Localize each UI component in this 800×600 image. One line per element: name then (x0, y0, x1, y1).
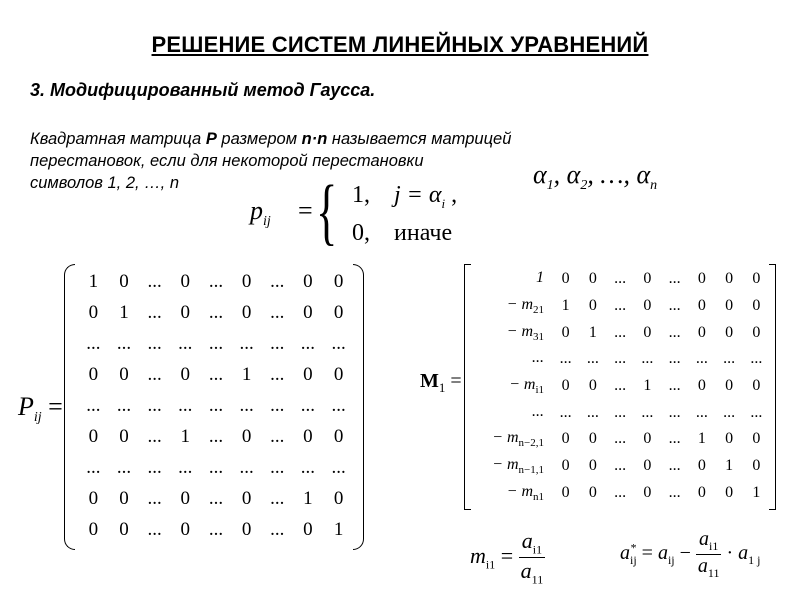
p-matrix-cell: ... (147, 457, 162, 479)
p-matrix-cell: ... (208, 488, 224, 510)
alpha-dots: … (600, 160, 624, 189)
p-matrix-cell: ... (208, 363, 224, 385)
m-first-col-text: − m (506, 322, 533, 340)
p-matrix-cell: ... (116, 332, 132, 354)
m-matrix-cell: 0 (752, 270, 761, 288)
p-matrix-cell: 0 (241, 519, 252, 541)
m-matrix-cell: ... (641, 403, 654, 421)
m-matrix-cell: ... (586, 350, 599, 368)
para-line1-mid: размером (216, 130, 302, 148)
m-matrix-cell: 0 (643, 270, 652, 288)
m-matrix-first-col-cell (472, 453, 552, 480)
alpha-n-sub: n (650, 178, 658, 194)
p-matrix-cell: ... (270, 488, 285, 510)
m-matrix-cell: 0 (643, 456, 652, 474)
m-matrix-cell: ... (668, 403, 681, 421)
af-lhs: a (620, 542, 630, 565)
p-matrix-cell: ... (208, 519, 224, 541)
m-first-col-sub: 21 (533, 304, 544, 317)
p-matrix-cell: 0 (88, 363, 99, 385)
af-den (696, 555, 722, 581)
p-matrix-cell: ... (208, 270, 224, 292)
m-matrix-cell: 0 (697, 323, 706, 341)
p-matrix-cell: 1 (88, 270, 99, 292)
af-den-a: a (697, 555, 708, 577)
af-lhs-sub: ij (630, 553, 637, 568)
m-first-col-sub: n−2,1 (518, 437, 544, 450)
pdef-case-2 (352, 220, 452, 247)
para-line3: символов 1, 2, …, n (30, 174, 180, 192)
af-minus: − (679, 542, 691, 565)
m-matrix-cell: ... (668, 270, 681, 288)
af-lhs-sup: * (630, 540, 636, 555)
m-matrix-cell: 0 (588, 483, 597, 501)
m-matrix-cell: ... (668, 376, 681, 394)
p-matrix-row (78, 390, 354, 421)
m-first-col-sub: n1 (533, 490, 544, 503)
p-matrix-cell: ... (270, 332, 285, 354)
m-matrix-cell: 1 (725, 456, 734, 474)
m-matrix-row (472, 399, 770, 426)
m-matrix-cell: 0 (643, 296, 652, 314)
p-matrix-cell: 0 (333, 270, 344, 292)
case2-condition: иначе (394, 220, 453, 246)
m-matrix-label (420, 370, 462, 396)
p-matrix-cell: ... (86, 457, 101, 479)
mf-lhs-sub: i1 (485, 557, 496, 572)
p-matrix-cell: ... (178, 457, 193, 479)
mf-den-a: a (520, 558, 532, 584)
p-matrix-cell: 0 (241, 488, 252, 510)
m-matrix-cell: 1 (643, 376, 652, 394)
m-matrix-cell: 0 (561, 323, 570, 341)
p-matrix-row (78, 328, 354, 359)
m-matrix-cell: 0 (752, 456, 761, 474)
p-matrix-cell: 0 (180, 363, 191, 385)
m-matrix-cell: ... (723, 403, 736, 421)
p-matrix-cell: 0 (241, 270, 252, 292)
p-matrix-cell: 0 (119, 519, 129, 541)
p-matrix-label (18, 392, 63, 426)
p-matrix-cell: ... (208, 301, 224, 323)
m-matrix-cell: 0 (643, 323, 652, 341)
m-matrix-cell: 0 (588, 456, 597, 474)
m-matrix-cell: 1 (588, 323, 597, 341)
m-matrix-first-col-cell (472, 426, 552, 453)
p-matrix-row (78, 422, 354, 453)
m-matrix-cell: ... (668, 296, 681, 314)
m-matrix-cell: ... (614, 323, 627, 341)
m-matrix-cell: 0 (725, 296, 734, 314)
m-matrix-cell: 0 (588, 376, 597, 394)
m-matrix-first-col-cell (472, 346, 552, 373)
para-line2: перестановок, если для некоторой перестановки (30, 152, 424, 170)
m-first-col-text: − m (492, 455, 519, 473)
p-matrix-cell: ... (270, 363, 285, 385)
m-first-col-text: 1 (536, 269, 544, 287)
p-matrix-cell: 0 (180, 519, 191, 541)
m-first-col-text: − m (509, 375, 536, 393)
m-matrix-cell: 0 (588, 430, 597, 448)
af-num-a: a (699, 528, 710, 550)
m-matrix-cell: 0 (561, 456, 570, 474)
m-matrix-cell: ... (695, 403, 708, 421)
section-subtitle: 3. Модифицированный метод Гаусса. (30, 80, 376, 100)
pdef-lhs-sub: ij (263, 214, 271, 230)
m-matrix-cell: ... (614, 483, 627, 501)
m-matrix-cell: 0 (643, 483, 652, 501)
elimination-matrix-m1 (464, 264, 776, 508)
m-matrix-cell: 0 (752, 376, 761, 394)
m-matrix-cell: 0 (561, 270, 570, 288)
m-matrix-cell: 0 (725, 376, 734, 394)
p-matrix-cell: 0 (241, 301, 252, 323)
p-matrix-cell: ... (270, 519, 285, 541)
slide-title: РЕШЕНИЕ СИСТЕМ ЛИНЕЙНЫХ УРАВНЕНИЙ (151, 32, 649, 57)
mf-num-sub: i1 (532, 542, 543, 557)
m-matrix-first-col-cell (472, 293, 552, 320)
m-matrix-cell: ... (614, 403, 627, 421)
m-matrix-cell: ... (695, 350, 708, 368)
case1-value: 1, (352, 182, 370, 208)
m-matrix-cell: 0 (588, 270, 597, 288)
p-matrix-cell: 0 (119, 426, 129, 448)
p-matrix-cell: 0 (241, 426, 252, 448)
sep-3: , (623, 160, 637, 189)
p-matrix-cell: ... (331, 332, 346, 354)
case2-value: 0, (352, 220, 370, 246)
p-matrix-cell: ... (300, 457, 316, 479)
pdef-equals: = (298, 196, 313, 225)
m-matrix-cell: 0 (725, 270, 734, 288)
p-matrix-cell: ... (147, 363, 162, 385)
m-matrix-cell: ... (586, 403, 599, 421)
p-matrix-cell: ... (86, 332, 101, 354)
m-matrix-cell: 0 (561, 376, 570, 394)
af-den-sub: 11 (707, 566, 720, 580)
p-matrix-cell: ... (147, 332, 162, 354)
m-first-col-text: − m (492, 429, 519, 447)
alpha-2: α (566, 160, 581, 189)
p-label-sub: ij (33, 410, 42, 426)
m-matrix-row (472, 319, 770, 346)
p-matrix-cell: ... (239, 332, 254, 354)
alpha-n: α (636, 160, 651, 189)
p-matrix-cell: ... (147, 301, 162, 323)
p-matrix-cell: 0 (333, 363, 344, 385)
m-matrix-cell: 0 (561, 483, 570, 501)
m-label: M (420, 370, 439, 392)
m-first-col-text: − m (506, 295, 533, 313)
p-matrix-cell: 0 (303, 519, 313, 541)
m-first-col-text: ... (532, 349, 544, 367)
mf-num (519, 528, 546, 558)
m-first-col-text: ... (532, 402, 544, 420)
m-matrix-cell: 0 (697, 483, 706, 501)
p-matrix-cell: ... (239, 457, 254, 479)
p-matrix-cell: 0 (88, 488, 99, 510)
sep-1: , (553, 160, 567, 189)
p-matrix-cell: 0 (303, 301, 313, 323)
m-matrix-cell: ... (668, 483, 681, 501)
p-matrix-cell: ... (178, 332, 193, 354)
case1-condition: j = α (394, 182, 442, 208)
pdef-case-1 (352, 182, 457, 212)
para-line1-pre: Квадратная матрица (30, 130, 206, 148)
p-matrix-cell: ... (116, 457, 132, 479)
m-matrix-row (472, 293, 770, 320)
p-matrix-cell: ... (208, 394, 224, 416)
af-num (696, 528, 722, 555)
mf-fraction (519, 528, 546, 588)
p-matrix-cell: ... (270, 301, 285, 323)
p-matrix-row (78, 515, 354, 546)
m-matrix-cell: 0 (752, 296, 761, 314)
m-matrix-first-col-cell (472, 319, 552, 346)
p-matrix-row (78, 484, 354, 515)
m-matrix-cell: ... (668, 323, 681, 341)
sep-2: , (587, 160, 601, 189)
m-matrix-cell: ... (750, 403, 763, 421)
p-matrix-cell: ... (208, 426, 224, 448)
p-matrix-cell: 0 (303, 270, 313, 292)
m-matrix-cell: ... (614, 296, 627, 314)
p-matrix-cell: ... (300, 394, 316, 416)
af-t1: a (657, 542, 668, 565)
p-label: P (18, 392, 34, 421)
p-matrix-cell: ... (331, 394, 346, 416)
m-matrix-cell: ... (559, 350, 572, 368)
m-matrix-first-col-cell (472, 373, 552, 400)
m-matrix-row (472, 479, 770, 506)
p-matrix-cell: ... (147, 270, 162, 292)
p-matrix-cell: ... (270, 270, 285, 292)
p-matrix-cell: 1 (241, 363, 252, 385)
m-matrix-cell: 0 (697, 456, 706, 474)
alpha-sequence (533, 160, 657, 194)
p-matrix-cell: ... (270, 457, 285, 479)
m-matrix-cell: ... (614, 376, 627, 394)
pdef-lhs-p: p (250, 196, 263, 225)
m-label-eq: = (450, 370, 462, 392)
case1-sub: i (441, 195, 446, 211)
m-matrix-cell: 0 (752, 430, 761, 448)
p-matrix-cell: ... (331, 457, 346, 479)
m-matrix-cell: ... (614, 430, 627, 448)
p-matrix-cell: 0 (88, 519, 99, 541)
m-matrix-row (472, 453, 770, 480)
m-matrix-cell: ... (723, 350, 736, 368)
mf-lhs: m (470, 542, 486, 568)
mf-den-sub: 11 (531, 572, 544, 587)
pdef-lhs (250, 196, 271, 230)
p-matrix-cell: 0 (180, 270, 191, 292)
update-formula (620, 528, 760, 581)
m-matrix-cell: ... (668, 430, 681, 448)
af-dot: · (726, 542, 734, 565)
p-matrix-cell: 0 (333, 426, 344, 448)
p-matrix-cell: 1 (303, 488, 313, 510)
m-matrix-cell: 1 (697, 430, 706, 448)
m-matrix-cell: 1 (752, 483, 761, 501)
case1-tail: , (445, 182, 458, 208)
permutation-matrix (64, 264, 364, 548)
af-fraction (696, 528, 722, 581)
p-matrix-row (78, 453, 354, 484)
m-first-col-text: − m (506, 482, 533, 500)
mf-den (519, 558, 546, 587)
p-matrix-cell: ... (208, 457, 224, 479)
m-matrix-first-col-cell (472, 479, 552, 506)
p-matrix-cell: ... (178, 394, 193, 416)
p-matrix-cell: 0 (180, 488, 191, 510)
af-t2: a (738, 542, 749, 565)
p-matrix-cell: ... (86, 394, 101, 416)
p-matrix-cell: ... (239, 394, 254, 416)
p-matrix-cell: 1 (180, 426, 191, 448)
para-bold-p: P (205, 130, 217, 148)
p-matrix-cell: ... (208, 332, 224, 354)
m-matrix-cell: 0 (752, 323, 761, 341)
af-t1-sub: ij (667, 553, 675, 568)
para-bold-nn: n·n (301, 130, 328, 148)
p-matrix-row (78, 359, 354, 390)
m-first-col-sub: i1 (535, 384, 544, 397)
m-matrix-cell: ... (641, 350, 654, 368)
m-matrix-cell: 0 (725, 483, 734, 501)
p-matrix-cell: 0 (333, 301, 344, 323)
p-matrix-cell: 1 (119, 301, 129, 323)
m-matrix-row (472, 266, 770, 293)
elimination-matrix-table (472, 266, 770, 506)
permutation-matrix-table (78, 266, 354, 546)
m-matrix-cell: ... (668, 350, 681, 368)
p-matrix-cell: ... (147, 426, 162, 448)
m-matrix-cell: 0 (561, 430, 570, 448)
m-matrix-row (472, 426, 770, 453)
p-matrix-cell: ... (300, 332, 316, 354)
af-eq: = (641, 542, 653, 565)
m-matrix-first-col-cell (472, 266, 552, 293)
p-matrix-cell: ... (147, 488, 162, 510)
m-matrix-first-col-cell (472, 399, 552, 426)
multiplier-formula (470, 528, 545, 588)
m-matrix-cell: 0 (725, 430, 734, 448)
p-matrix-row (78, 266, 354, 297)
m-matrix-cell: ... (668, 456, 681, 474)
m-matrix-cell: 1 (561, 296, 570, 314)
m-matrix-row (472, 346, 770, 373)
m-matrix-left-bracket (464, 264, 471, 510)
p-matrix-cell: 0 (303, 363, 313, 385)
m-matrix-cell: ... (614, 456, 627, 474)
m-matrix-cell: 0 (725, 323, 734, 341)
p-matrix-cell: 0 (180, 301, 191, 323)
m-matrix-cell: 0 (643, 430, 652, 448)
mf-eq: = (500, 542, 514, 568)
p-matrix-cell: ... (116, 394, 132, 416)
p-matrix-cell: ... (147, 394, 162, 416)
p-matrix-right-paren (353, 264, 364, 550)
p-matrix-cell: ... (270, 426, 285, 448)
p-matrix-cell: ... (147, 519, 162, 541)
p-matrix-cell: ... (270, 394, 285, 416)
m-matrix-right-bracket (769, 264, 776, 510)
p-matrix-cell: 0 (119, 363, 129, 385)
p-matrix-cell: 1 (333, 519, 344, 541)
p-matrix-cell: 0 (119, 270, 129, 292)
m-matrix-cell: ... (614, 350, 627, 368)
af-num-sub: i1 (709, 539, 719, 553)
m-matrix-cell: 0 (697, 270, 706, 288)
p-matrix-cell: 0 (303, 426, 313, 448)
p-matrix-cell: 0 (88, 426, 99, 448)
p-matrix-cell: 0 (333, 488, 344, 510)
m-matrix-row (472, 373, 770, 400)
p-matrix-cell: 0 (119, 488, 129, 510)
m-matrix-cell: ... (750, 350, 763, 368)
m-first-col-sub: n−1,1 (518, 464, 544, 477)
pdef-brace: { (316, 171, 338, 253)
m-matrix-cell: ... (614, 270, 627, 288)
m-first-col-sub: 31 (533, 330, 544, 343)
m-matrix-cell: 0 (697, 296, 706, 314)
p-matrix-cell: 0 (88, 301, 99, 323)
alpha-2-sub: 2 (580, 178, 588, 194)
p-matrix-row (78, 297, 354, 328)
alpha-1-sub: 1 (546, 178, 554, 194)
m-label-sub: 1 (438, 380, 446, 395)
p-label-eq: = (48, 392, 63, 421)
permutation-definition-formula (250, 171, 460, 254)
m-matrix-cell: 0 (697, 376, 706, 394)
mf-num-a: a (521, 528, 533, 553)
m-matrix-cell: ... (559, 403, 572, 421)
para-line1-post: называется матрицей (327, 130, 512, 148)
m-matrix-cell: 0 (588, 296, 597, 314)
af-t2-sub: 1 j (748, 553, 761, 568)
p-matrix-left-paren (64, 264, 75, 550)
alpha-1: α (533, 160, 547, 189)
